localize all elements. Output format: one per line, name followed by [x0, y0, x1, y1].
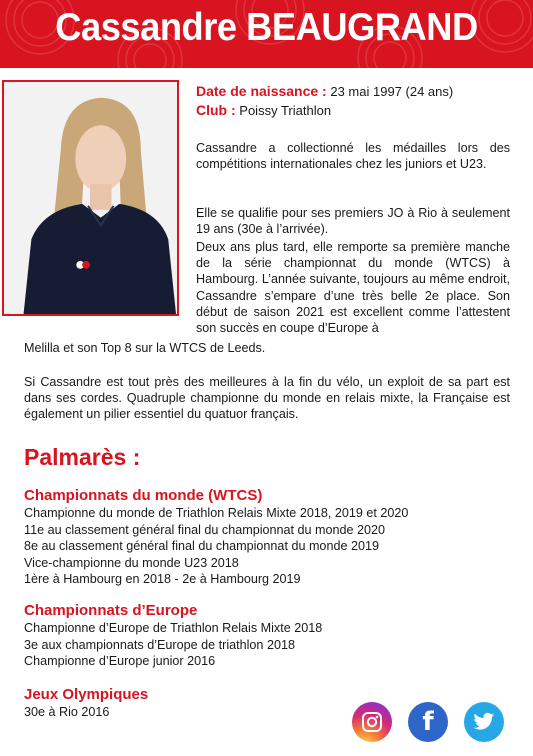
list-item: Championne du monde de Triathlon Relais Mixte 2018, 2019 et 2020	[24, 506, 409, 520]
group-title-world: Championnats du monde (WTCS)	[24, 487, 263, 504]
bio-paragraph-3-end: Melilla et son Top 8 sur la WTCS de Leeds.	[24, 341, 266, 355]
athlete-name: Cassandre BEAUGRAND	[55, 6, 478, 49]
list-item: 8e au classement général final du championnat du monde 2019	[24, 539, 379, 554]
instagram-icon[interactable]	[352, 702, 392, 742]
bio-paragraph-1: Cassandre a collectionné les médailles lors des compétitions internationales chez les juniors et U23.	[196, 141, 510, 172]
list-item: 3e aux championnats d’Europe de triathlon 2018	[24, 637, 295, 652]
page-header	[0, 0, 533, 68]
palmares-group-europe	[24, 602, 322, 670]
list-item: Vice-championne du monde U23 2018	[24, 555, 239, 570]
palmares-group-world	[24, 487, 408, 588]
list-item: 1ère à Hambourg en 2018 - 2e à Hambourg 2019	[24, 572, 301, 587]
bio-paragraph-2: Elle se qualifie pour ses premiers JO à Rio à seulement 19 ans (30e à l’arrivée).	[196, 206, 510, 237]
birth-date-row	[196, 82, 453, 101]
group-title-europe: Championnats d’Europe	[24, 602, 198, 619]
profile-info	[196, 82, 453, 120]
bio-paragraph-4: Si Cassandre est tout près des meilleures à la fin du vélo, un exploit de sa part est dans ses cordes. Quadruple championne du monde en relais mixte, la Française est également un pilier essentiel du quatuor français.	[24, 375, 510, 422]
list-item: 11e au classement général final du championnat du monde 2020	[24, 522, 386, 537]
list-item: 30e à Rio 2016	[24, 705, 110, 719]
palmares-title: Palmarès :	[24, 444, 141, 470]
club-row	[196, 101, 453, 120]
birth-date-label: Date de naissance :	[196, 83, 327, 99]
twitter-icon[interactable]	[464, 702, 504, 742]
club-label: Club :	[196, 102, 236, 118]
club-value: Poissy Triathlon	[239, 103, 332, 118]
group-title-olympics: Jeux Olympiques	[24, 686, 149, 703]
athlete-photo	[2, 80, 179, 316]
birth-date-value: 23 mai 1997 (24 ans)	[330, 84, 454, 99]
bio-paragraph-3: Deux ans plus tard, elle remporte sa première manche de la série championnat du monde (WTCS) à Hambourg. L’année suivante, toujours au même endroit, Cassandre s’empare d’une très belle 2e place. Son début de saison 2021 est excellent comme l’attestent son succès en coupe d’Europe à	[196, 240, 510, 336]
list-item: Championne d’Europe junior 2016	[24, 654, 216, 669]
list-item: Championne d’Europe de Triathlon Relais Mixte 2018	[24, 621, 323, 635]
palmares-group-olympics	[24, 686, 148, 721]
facebook-icon[interactable]: f	[408, 702, 448, 742]
